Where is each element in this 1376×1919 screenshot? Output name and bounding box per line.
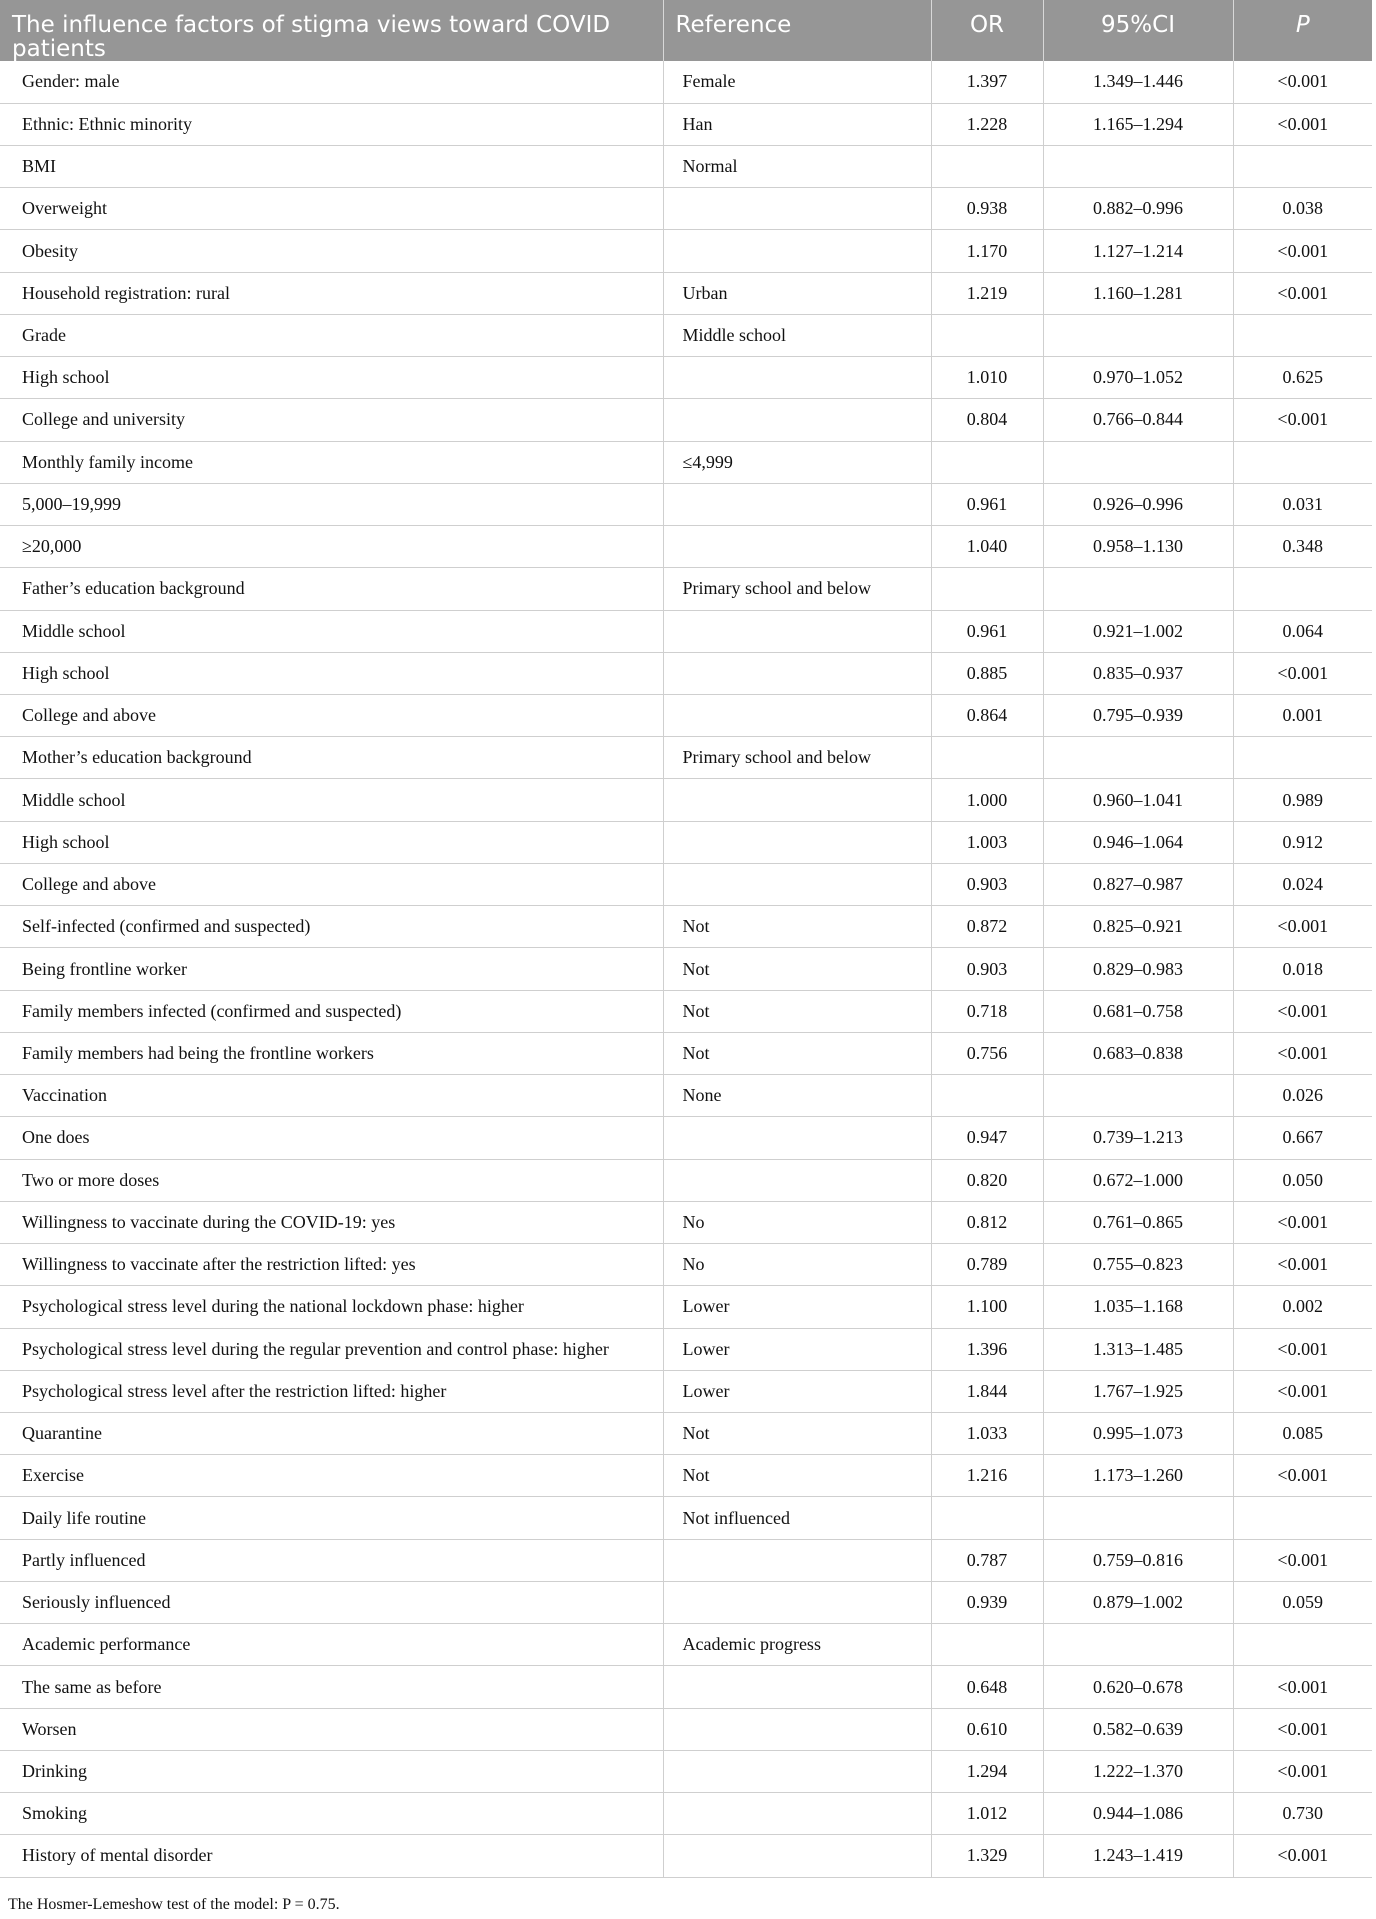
factor-cell: Father’s education background	[0, 568, 663, 610]
or-cell	[931, 145, 1043, 187]
factor-cell: Gender: male	[0, 61, 663, 103]
ci-cell	[1043, 1497, 1233, 1539]
p-cell: 0.667	[1233, 1117, 1372, 1159]
p-cell: 0.024	[1233, 863, 1372, 905]
reference-cell	[663, 188, 931, 230]
table-row	[0, 1624, 1372, 1666]
table-row	[0, 1117, 1372, 1159]
ci-cell	[1043, 737, 1233, 779]
ci-cell	[1043, 441, 1233, 483]
table-row	[0, 737, 1372, 779]
ci-cell: 0.795–0.939	[1043, 695, 1233, 737]
or-cell: 0.610	[931, 1708, 1043, 1750]
table-row	[0, 526, 1372, 568]
or-cell: 1.033	[931, 1413, 1043, 1455]
p-cell: <0.001	[1233, 1032, 1372, 1074]
or-cell: 0.756	[931, 1032, 1043, 1074]
ci-cell: 0.672–1.000	[1043, 1159, 1233, 1201]
or-cell: 0.947	[931, 1117, 1043, 1159]
or-cell: 0.804	[931, 399, 1043, 441]
p-cell: <0.001	[1233, 1750, 1372, 1792]
p-cell: 0.059	[1233, 1581, 1372, 1623]
factor-cell: BMI	[0, 145, 663, 187]
table-row	[0, 990, 1372, 1032]
table-row	[0, 357, 1372, 399]
or-cell: 1.040	[931, 526, 1043, 568]
p-cell: <0.001	[1233, 399, 1372, 441]
or-cell: 0.718	[931, 990, 1043, 1032]
ci-cell: 0.944–1.086	[1043, 1793, 1233, 1835]
reference-cell: Urban	[663, 272, 931, 314]
reference-cell: No	[663, 1244, 931, 1286]
ci-cell: 1.767–1.925	[1043, 1370, 1233, 1412]
or-cell: 0.938	[931, 188, 1043, 230]
reference-cell	[663, 1117, 931, 1159]
p-cell	[1233, 145, 1372, 187]
p-cell	[1233, 441, 1372, 483]
ci-cell: 0.970–1.052	[1043, 357, 1233, 399]
p-cell: 0.989	[1233, 779, 1372, 821]
factor-cell: Psychological stress level after the restriction lifted: higher	[0, 1370, 663, 1412]
factor-cell: Willingness to vaccinate after the restriction lifted: yes	[0, 1244, 663, 1286]
table-row	[0, 1708, 1372, 1750]
factor-cell: Ethnic: Ethnic minority	[0, 103, 663, 145]
factor-cell: Household registration: rural	[0, 272, 663, 314]
reference-cell	[663, 1750, 931, 1792]
factor-cell: Being frontline worker	[0, 948, 663, 990]
ci-cell: 0.958–1.130	[1043, 526, 1233, 568]
header-or: OR	[931, 0, 1043, 61]
reference-cell: ≤4,999	[663, 441, 931, 483]
p-cell: 0.064	[1233, 610, 1372, 652]
table-row	[0, 103, 1372, 145]
factor-cell: Middle school	[0, 779, 663, 821]
p-cell	[1233, 737, 1372, 779]
ci-cell: 1.127–1.214	[1043, 230, 1233, 272]
factor-cell: History of mental disorder	[0, 1835, 663, 1877]
table-row	[0, 1835, 1372, 1877]
p-cell: <0.001	[1233, 1328, 1372, 1370]
or-cell: 1.397	[931, 61, 1043, 103]
reference-cell: Not	[663, 1032, 931, 1074]
reference-cell: Normal	[663, 145, 931, 187]
factor-cell: Grade	[0, 314, 663, 356]
p-cell: 0.050	[1233, 1159, 1372, 1201]
factor-cell: Obesity	[0, 230, 663, 272]
table-row	[0, 230, 1372, 272]
factor-cell: Psychological stress level during the regular prevention and control phase: higher	[0, 1328, 663, 1370]
p-cell: <0.001	[1233, 1201, 1372, 1243]
table-row	[0, 863, 1372, 905]
reference-cell: None	[663, 1075, 931, 1117]
table-row	[0, 906, 1372, 948]
factor-cell: One does	[0, 1117, 663, 1159]
table-row	[0, 1497, 1372, 1539]
factor-cell: Vaccination	[0, 1075, 663, 1117]
reference-cell: Primary school and below	[663, 568, 931, 610]
p-cell	[1233, 1497, 1372, 1539]
reference-cell	[663, 695, 931, 737]
reference-cell	[663, 1581, 931, 1623]
p-cell: <0.001	[1233, 1708, 1372, 1750]
or-cell: 1.170	[931, 230, 1043, 272]
p-cell: <0.001	[1233, 990, 1372, 1032]
factor-cell: Family members had being the frontline workers	[0, 1032, 663, 1074]
table-row	[0, 1370, 1372, 1412]
table-row	[0, 1539, 1372, 1581]
ci-cell	[1043, 568, 1233, 610]
or-cell: 1.396	[931, 1328, 1043, 1370]
ci-cell: 1.313–1.485	[1043, 1328, 1233, 1370]
ci-cell: 0.926–0.996	[1043, 483, 1233, 525]
p-cell: <0.001	[1233, 906, 1372, 948]
reference-cell	[663, 863, 931, 905]
reference-cell	[663, 1159, 931, 1201]
reference-cell: Middle school	[663, 314, 931, 356]
p-cell: 0.002	[1233, 1286, 1372, 1328]
reference-cell: Lower	[663, 1328, 931, 1370]
reference-cell: Not	[663, 906, 931, 948]
or-cell: 1.219	[931, 272, 1043, 314]
or-cell: 1.100	[931, 1286, 1043, 1328]
reference-cell: Lower	[663, 1286, 931, 1328]
table-row	[0, 483, 1372, 525]
factor-cell: College and university	[0, 399, 663, 441]
table-row	[0, 1666, 1372, 1708]
ci-cell: 0.755–0.823	[1043, 1244, 1233, 1286]
header-p: P	[1233, 0, 1372, 61]
or-cell	[931, 314, 1043, 356]
or-cell: 1.329	[931, 1835, 1043, 1877]
p-cell: 0.018	[1233, 948, 1372, 990]
or-cell: 1.216	[931, 1455, 1043, 1497]
or-cell: 1.228	[931, 103, 1043, 145]
reference-cell	[663, 1835, 931, 1877]
table-row	[0, 1075, 1372, 1117]
factor-cell: High school	[0, 652, 663, 694]
reference-cell	[663, 779, 931, 821]
factor-cell: High school	[0, 821, 663, 863]
reference-cell	[663, 1793, 931, 1835]
p-cell: <0.001	[1233, 103, 1372, 145]
table-row	[0, 1581, 1372, 1623]
p-cell: 0.001	[1233, 695, 1372, 737]
p-cell: <0.001	[1233, 1539, 1372, 1581]
or-cell: 1.844	[931, 1370, 1043, 1412]
or-cell	[931, 568, 1043, 610]
or-cell: 0.961	[931, 610, 1043, 652]
or-cell: 0.648	[931, 1666, 1043, 1708]
ci-cell: 0.683–0.838	[1043, 1032, 1233, 1074]
p-cell: <0.001	[1233, 272, 1372, 314]
table-row	[0, 821, 1372, 863]
reference-cell: Female	[663, 61, 931, 103]
p-cell: 0.031	[1233, 483, 1372, 525]
ci-cell: 0.761–0.865	[1043, 1201, 1233, 1243]
p-cell: <0.001	[1233, 1370, 1372, 1412]
or-cell: 0.885	[931, 652, 1043, 694]
table-row	[0, 1244, 1372, 1286]
ci-cell: 0.882–0.996	[1043, 188, 1233, 230]
reference-cell	[663, 610, 931, 652]
factor-cell: 5,000–19,999	[0, 483, 663, 525]
header-row	[0, 0, 1372, 61]
p-cell: 0.730	[1233, 1793, 1372, 1835]
or-cell: 1.000	[931, 779, 1043, 821]
reference-cell	[663, 1539, 931, 1581]
or-cell	[931, 441, 1043, 483]
reference-cell: Not influenced	[663, 1497, 931, 1539]
reference-cell	[663, 357, 931, 399]
table-row	[0, 610, 1372, 652]
or-cell: 0.961	[931, 483, 1043, 525]
factor-cell: Academic performance	[0, 1624, 663, 1666]
or-cell: 0.872	[931, 906, 1043, 948]
reference-cell: Not	[663, 1413, 931, 1455]
factor-cell: Smoking	[0, 1793, 663, 1835]
p-cell	[1233, 1624, 1372, 1666]
factor-cell: High school	[0, 357, 663, 399]
table-row	[0, 652, 1372, 694]
p-cell: 0.038	[1233, 188, 1372, 230]
p-cell: 0.625	[1233, 357, 1372, 399]
table-row	[0, 1750, 1372, 1792]
p-cell: <0.001	[1233, 1455, 1372, 1497]
ci-cell: 1.165–1.294	[1043, 103, 1233, 145]
factor-cell: Mother’s education background	[0, 737, 663, 779]
reference-cell: Primary school and below	[663, 737, 931, 779]
reference-cell: Han	[663, 103, 931, 145]
p-cell: <0.001	[1233, 1835, 1372, 1877]
table-row	[0, 272, 1372, 314]
table-row	[0, 1793, 1372, 1835]
or-cell: 0.903	[931, 863, 1043, 905]
factor-cell: ≥20,000	[0, 526, 663, 568]
factor-cell: College and above	[0, 863, 663, 905]
reference-cell: No	[663, 1201, 931, 1243]
table-body	[0, 61, 1372, 1877]
p-cell: 0.085	[1233, 1413, 1372, 1455]
table-row	[0, 145, 1372, 187]
ci-cell: 0.620–0.678	[1043, 1666, 1233, 1708]
or-cell	[931, 1624, 1043, 1666]
or-cell: 0.903	[931, 948, 1043, 990]
ci-cell	[1043, 1624, 1233, 1666]
ci-cell: 0.739–1.213	[1043, 1117, 1233, 1159]
table-row	[0, 188, 1372, 230]
ci-cell: 1.222–1.370	[1043, 1750, 1233, 1792]
table-row	[0, 314, 1372, 356]
or-cell	[931, 1497, 1043, 1539]
table-row	[0, 61, 1372, 103]
ci-cell: 0.827–0.987	[1043, 863, 1233, 905]
factor-cell: Exercise	[0, 1455, 663, 1497]
p-cell: <0.001	[1233, 61, 1372, 103]
table-row	[0, 1328, 1372, 1370]
table-row	[0, 1159, 1372, 1201]
or-cell: 0.812	[931, 1201, 1043, 1243]
ci-cell: 0.835–0.937	[1043, 652, 1233, 694]
ci-cell: 0.825–0.921	[1043, 906, 1233, 948]
reference-cell	[663, 1666, 931, 1708]
ci-cell: 0.946–1.064	[1043, 821, 1233, 863]
ci-cell: 0.879–1.002	[1043, 1581, 1233, 1623]
factor-cell: Quarantine	[0, 1413, 663, 1455]
header-ci: 95%CI	[1043, 0, 1233, 61]
factor-cell: Partly influenced	[0, 1539, 663, 1581]
reference-cell	[663, 483, 931, 525]
ci-cell: 0.681–0.758	[1043, 990, 1233, 1032]
p-cell	[1233, 568, 1372, 610]
factor-cell: The same as before	[0, 1666, 663, 1708]
or-cell	[931, 737, 1043, 779]
or-cell: 0.787	[931, 1539, 1043, 1581]
or-cell: 1.294	[931, 1750, 1043, 1792]
p-cell: <0.001	[1233, 652, 1372, 694]
p-cell: <0.001	[1233, 1244, 1372, 1286]
factor-cell: Self-infected (confirmed and suspected)	[0, 906, 663, 948]
or-cell: 0.820	[931, 1159, 1043, 1201]
reference-cell: Not	[663, 990, 931, 1032]
table-row	[0, 948, 1372, 990]
table-row	[0, 568, 1372, 610]
reference-cell: Lower	[663, 1370, 931, 1412]
table-header	[0, 0, 1372, 61]
or-cell: 0.789	[931, 1244, 1043, 1286]
ci-cell: 0.829–0.983	[1043, 948, 1233, 990]
table-footnote: The Hosmer-Lemeshow test of the model: P = 0.75.	[8, 1896, 340, 1913]
p-cell: 0.912	[1233, 821, 1372, 863]
reference-cell: Not	[663, 1455, 931, 1497]
header-factor: The influence factors of stigma views toward COVID patients	[0, 0, 663, 61]
reference-cell: Not	[663, 948, 931, 990]
ci-cell: 1.243–1.419	[1043, 1835, 1233, 1877]
or-cell	[931, 1075, 1043, 1117]
reference-cell	[663, 526, 931, 568]
ci-cell: 0.960–1.041	[1043, 779, 1233, 821]
reference-cell	[663, 399, 931, 441]
factor-cell: Family members infected (confirmed and suspected)	[0, 990, 663, 1032]
factor-cell: Drinking	[0, 1750, 663, 1792]
reference-cell	[663, 821, 931, 863]
p-cell: <0.001	[1233, 1666, 1372, 1708]
reference-cell: Academic progress	[663, 1624, 931, 1666]
ci-cell	[1043, 314, 1233, 356]
factor-cell: College and above	[0, 695, 663, 737]
table-row	[0, 399, 1372, 441]
factor-cell: Overweight	[0, 188, 663, 230]
p-cell: <0.001	[1233, 230, 1372, 272]
factor-cell: Daily life routine	[0, 1497, 663, 1539]
table-row	[0, 695, 1372, 737]
factor-cell: Middle school	[0, 610, 663, 652]
ci-cell	[1043, 145, 1233, 187]
ci-cell: 1.173–1.260	[1043, 1455, 1233, 1497]
ci-cell: 0.582–0.639	[1043, 1708, 1233, 1750]
factor-cell: Seriously influenced	[0, 1581, 663, 1623]
p-cell: 0.348	[1233, 526, 1372, 568]
table-row	[0, 1032, 1372, 1074]
p-cell	[1233, 314, 1372, 356]
or-cell: 1.003	[931, 821, 1043, 863]
or-cell: 0.939	[931, 1581, 1043, 1623]
factor-cell: Willingness to vaccinate during the COVID-19: yes	[0, 1201, 663, 1243]
ci-cell	[1043, 1075, 1233, 1117]
p-cell: 0.026	[1233, 1075, 1372, 1117]
ci-cell: 1.349–1.446	[1043, 61, 1233, 103]
header-reference: Reference	[663, 0, 931, 61]
table-row	[0, 1201, 1372, 1243]
factor-cell: Monthly family income	[0, 441, 663, 483]
or-cell: 0.864	[931, 695, 1043, 737]
ci-cell: 0.995–1.073	[1043, 1413, 1233, 1455]
ci-cell: 0.759–0.816	[1043, 1539, 1233, 1581]
table-row	[0, 1286, 1372, 1328]
ci-cell: 0.921–1.002	[1043, 610, 1233, 652]
or-cell: 1.010	[931, 357, 1043, 399]
ci-cell: 1.160–1.281	[1043, 272, 1233, 314]
table-row	[0, 1455, 1372, 1497]
reference-cell	[663, 1708, 931, 1750]
reference-cell	[663, 230, 931, 272]
ci-cell: 1.035–1.168	[1043, 1286, 1233, 1328]
factor-cell: Psychological stress level during the national lockdown phase: higher	[0, 1286, 663, 1328]
or-cell: 1.012	[931, 1793, 1043, 1835]
reference-cell	[663, 652, 931, 694]
factor-cell: Worsen	[0, 1708, 663, 1750]
ci-cell: 0.766–0.844	[1043, 399, 1233, 441]
table-row	[0, 441, 1372, 483]
table-row	[0, 1413, 1372, 1455]
table-row	[0, 779, 1372, 821]
factor-cell: Two or more doses	[0, 1159, 663, 1201]
